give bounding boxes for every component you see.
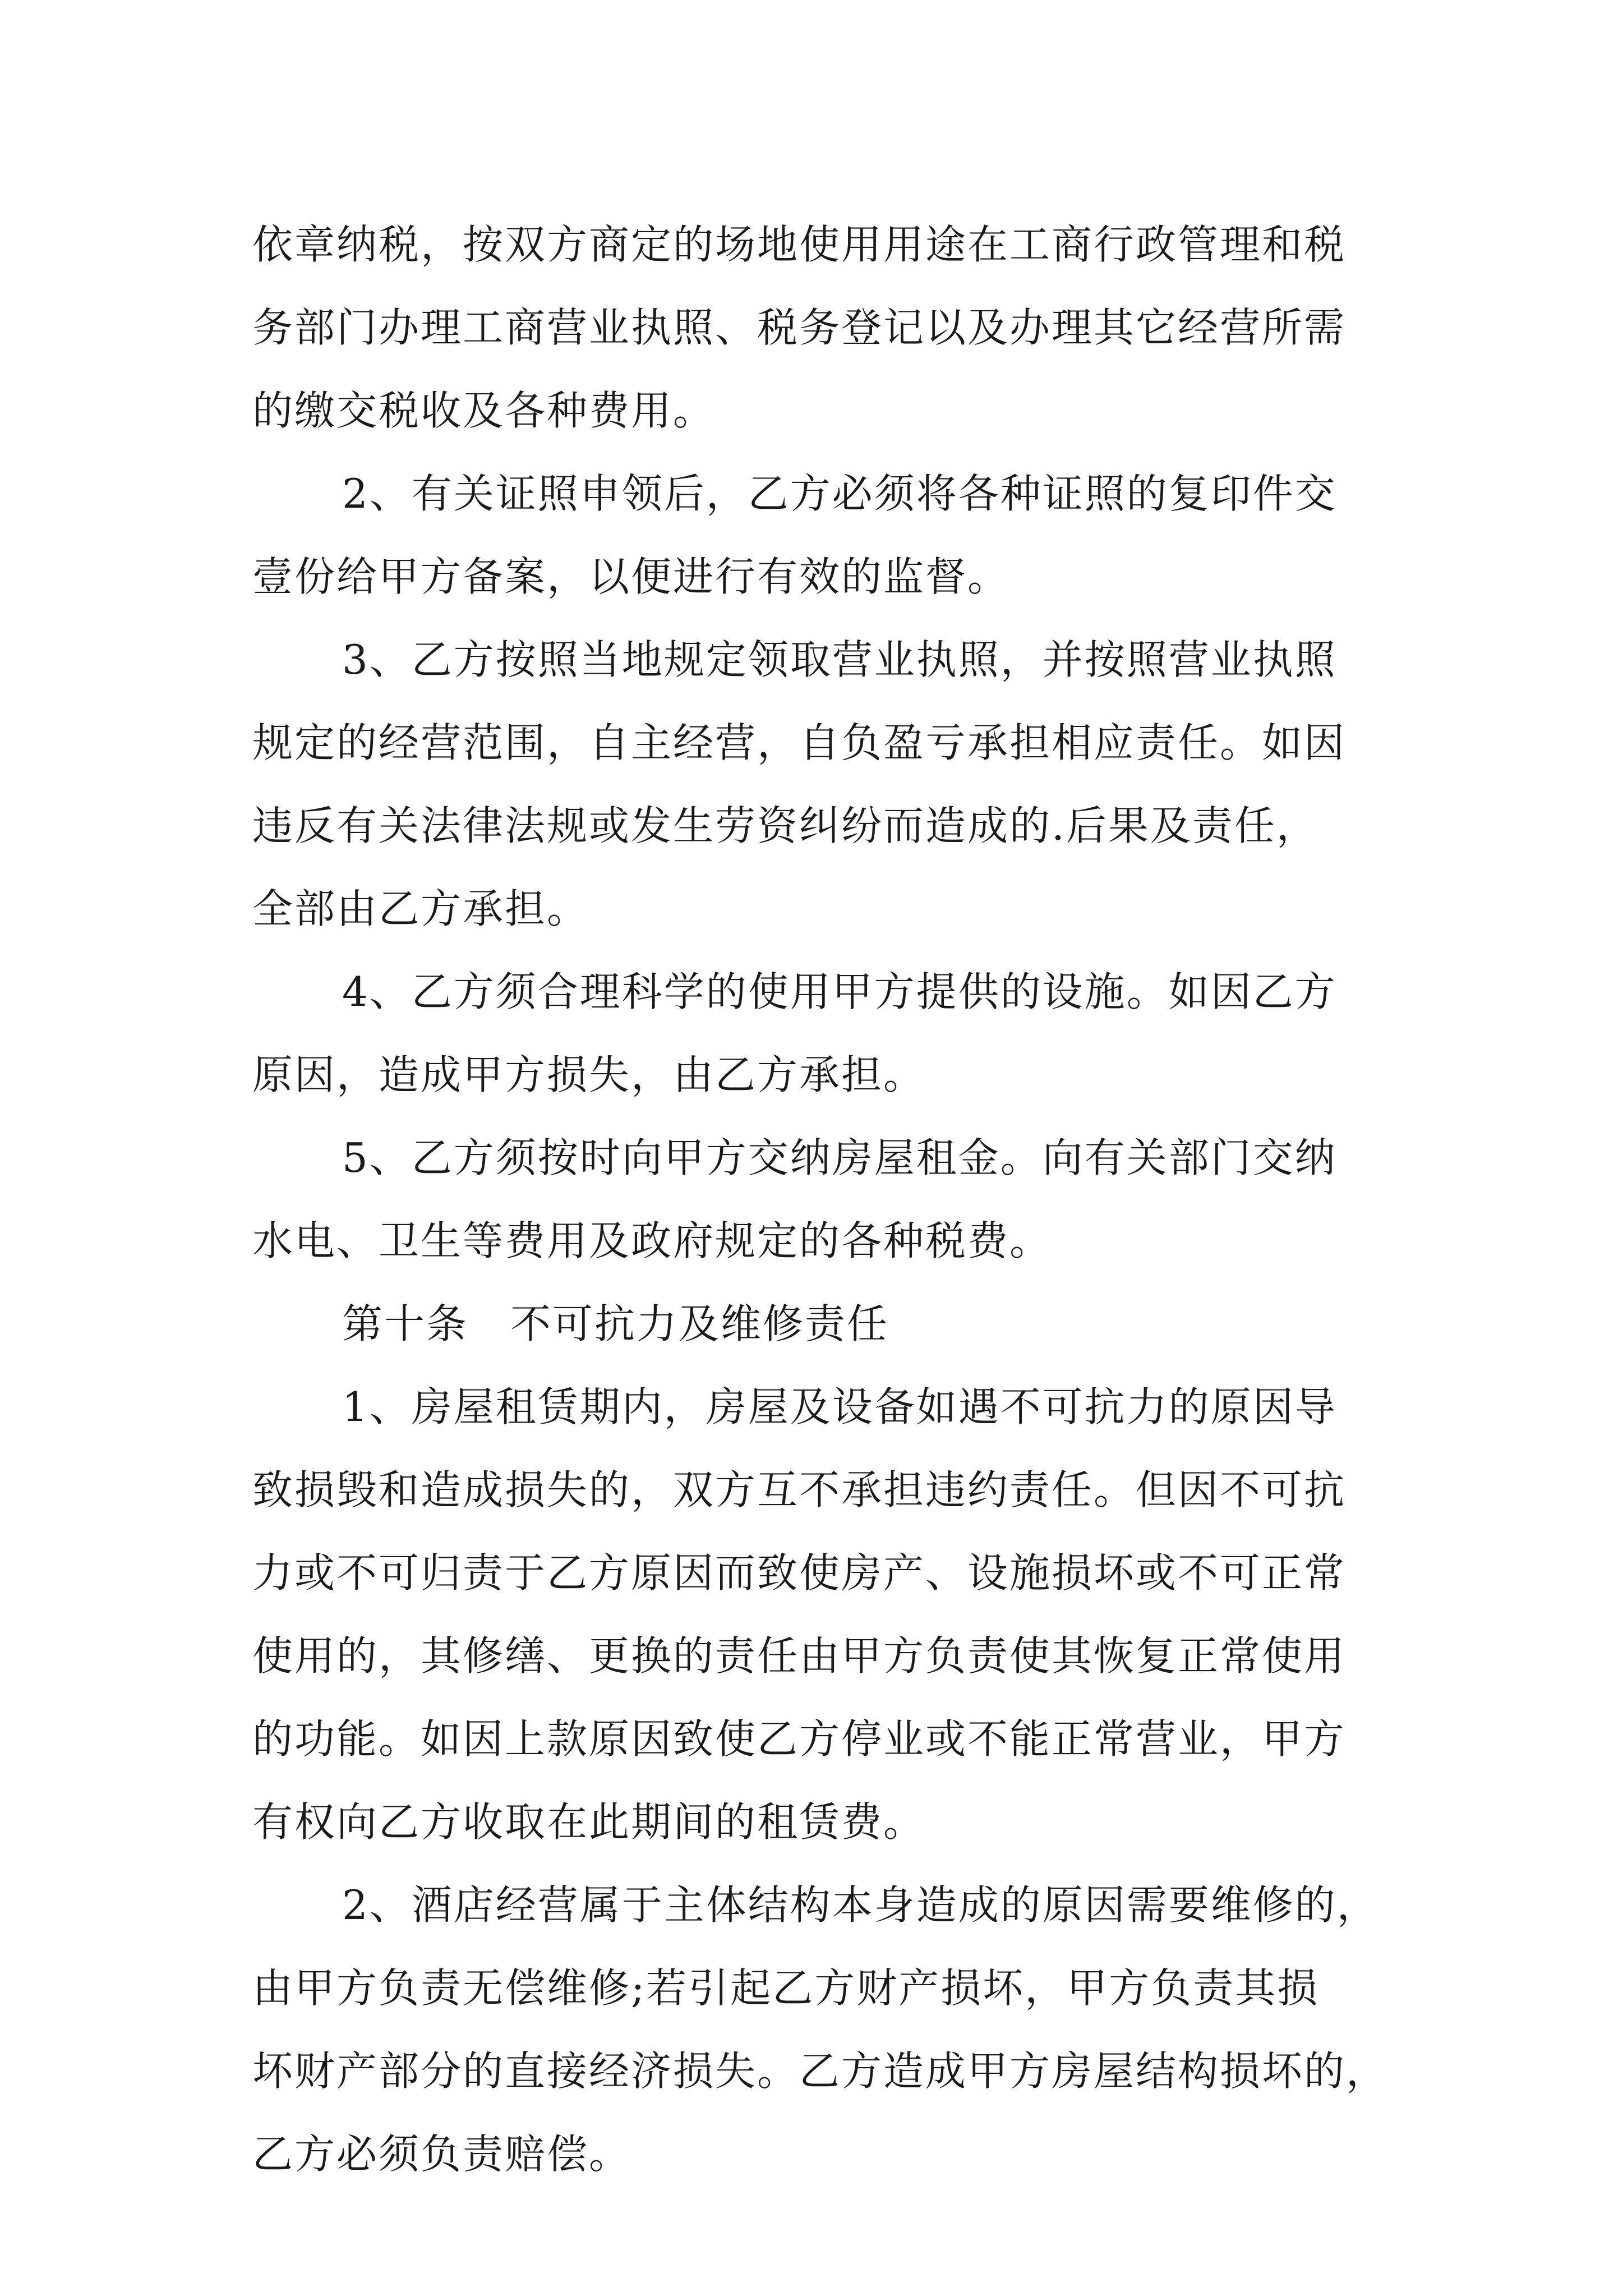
section-heading: 第十条 不可抗力及维修责任 [342, 1300, 889, 1347]
text-line: 原因，造成甲方损失，由乙方承担。 [252, 1051, 926, 1098]
text-line: 规定的经营范围，自主经营，自负盈亏承担相应责任。如因 [252, 719, 1347, 766]
text-line: 由甲方负责无偿维修;若引起乙方财产损坏，甲方负责其损 [252, 1964, 1320, 2012]
text-line: 有权向乙方收取在此期间的租赁费。 [252, 1798, 926, 1846]
text-line: 壹份给甲方备案，以便进行有效的监督。 [252, 553, 1010, 600]
text-line: 致损毁和造成损失的，双方互不承担违约责任。但因不可抗 [252, 1466, 1347, 1513]
text-line: 水电、卫生等费用及政府规定的各种税费。 [252, 1217, 1052, 1264]
text-line: 5、乙方须按时向甲方交纳房屋租金。向有关部门交纳 [342, 1134, 1337, 1181]
text-line: 全部由乙方承担。 [252, 885, 589, 932]
text-line: 坏财产部分的直接经济损失。乙方造成甲方房屋结构损坏的， [252, 2047, 1389, 2095]
text-line: 乙方必须负责赔偿。 [252, 2131, 631, 2178]
text-line: 的缴交税收及各种费用。 [252, 387, 716, 434]
text-line: 力或不可归责于乙方原因而致使房产、设施损坏或不可正常 [252, 1549, 1347, 1596]
text-line: 3、乙方按照当地规定领取营业执照，并按照营业执照 [342, 636, 1337, 683]
document-body [252, 203, 1389, 2196]
text-line: 2、有关证照申领后，乙方必须将各种证照的复印件交 [342, 470, 1337, 517]
text-line: 1、房屋租赁期内，房屋及设备如遇不可抗力的原因导 [342, 1383, 1337, 1430]
text-line: 使用的，其修缮、更换的责任由甲方负责使其恢复正常使用 [252, 1632, 1347, 1680]
text-line: 4、乙方须合理科学的使用甲方提供的设施。如因乙方 [342, 968, 1337, 1015]
text-line: 的功能。如因上款原因致使乙方停业或不能正常营业，甲方 [252, 1715, 1347, 1763]
text-line: 依章纳税，按双方商定的场地使用用途在工商行政管理和税 [252, 221, 1347, 268]
text-line: 违反有关法律法规或发生劳资纠纷而造成的.后果及责任， [252, 802, 1318, 849]
text-line: 2、酒店经营属于主体结构本身造成的原因需要维修的， [342, 1881, 1379, 1929]
text-line: 务部门办理工商营业执照、税务登记以及办理其它经营所需 [252, 304, 1347, 351]
